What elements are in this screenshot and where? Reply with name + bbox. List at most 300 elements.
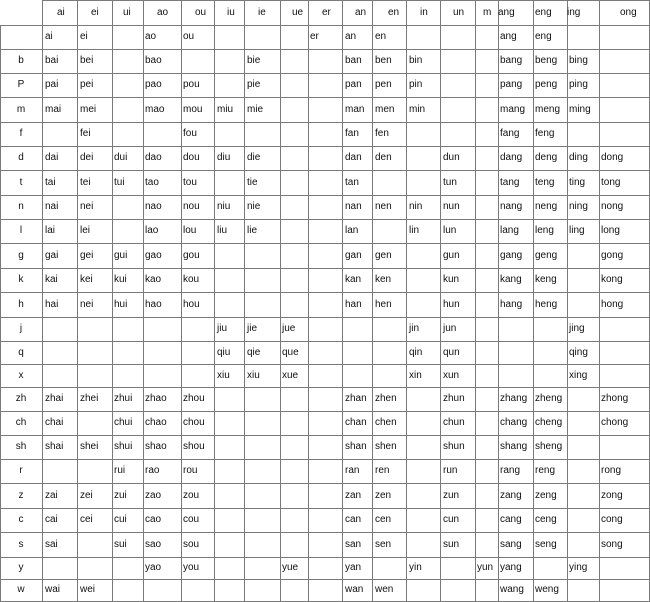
syllable-cell: en xyxy=(375,31,387,42)
syllable-cell: chen xyxy=(375,417,397,428)
syllable-cell: shei xyxy=(80,441,99,452)
syllable-cell: jue xyxy=(282,323,296,334)
syllable-cell: shao xyxy=(145,441,167,452)
grid-col-line xyxy=(342,0,343,601)
syllable-cell: kan xyxy=(345,274,362,285)
syllable-cell: bai xyxy=(45,55,59,66)
syllable-cell: zai xyxy=(45,489,58,501)
syllable-cell: pan xyxy=(345,79,362,90)
syllable-cell: dong xyxy=(601,152,624,163)
syllable-cell: nai xyxy=(45,201,59,212)
syllable-cell: pei xyxy=(80,79,94,90)
syllable-cell: ning xyxy=(569,201,588,212)
row-initial: r xyxy=(19,465,23,476)
syllable-cell: chai xyxy=(45,417,64,428)
syllable-cell: hun xyxy=(443,298,460,310)
syllable-cell: nong xyxy=(601,201,624,212)
row-initial: y xyxy=(18,562,24,573)
syllable-cell: leng xyxy=(535,225,554,236)
syllable-cell: hang xyxy=(500,298,523,310)
syllable-cell: xiu xyxy=(217,369,230,381)
syllable-cell: fang xyxy=(500,128,520,139)
syllable-cell: dai xyxy=(45,152,59,163)
syllable-cell: ao xyxy=(145,31,157,42)
syllable-cell: chun xyxy=(443,417,465,428)
grid-col-line xyxy=(112,0,113,601)
syllable-cell: ren xyxy=(375,465,390,476)
grid-row-line xyxy=(0,317,650,318)
syllable-cell: kao xyxy=(145,274,162,285)
syllable-cell: xiu xyxy=(247,369,260,381)
syllable-cell: cang xyxy=(500,514,522,525)
grid-col-line xyxy=(214,0,215,601)
syllable-cell: ying xyxy=(569,562,588,573)
syllable-cell: tan xyxy=(345,176,359,188)
syllable-cell: shou xyxy=(183,441,205,452)
syllable-cell: gong xyxy=(601,249,624,261)
syllable-cell: you xyxy=(183,562,200,573)
row-initial: b xyxy=(18,55,24,66)
syllable-cell: qun xyxy=(443,346,460,358)
grid-row-line xyxy=(0,341,650,342)
syllable-cell: reng xyxy=(535,465,556,476)
syllable-cell: kang xyxy=(500,274,522,285)
syllable-cell: rao xyxy=(145,465,160,476)
row-initial: w xyxy=(17,584,25,595)
syllable-cell: yao xyxy=(145,562,162,573)
syllable-cell: nun xyxy=(443,201,460,212)
grid-row-line xyxy=(0,97,650,98)
syllable-cell: tong xyxy=(601,176,621,188)
grid-col-line xyxy=(280,0,281,601)
syllable-cell: die xyxy=(247,152,261,163)
header-final: ui xyxy=(123,7,131,18)
syllable-cell: kui xyxy=(114,274,127,285)
row-initial: j xyxy=(19,323,23,334)
syllable-cell: nei xyxy=(80,201,94,212)
syllable-cell: heng xyxy=(535,298,558,310)
syllable-cell: diu xyxy=(217,152,231,163)
syllable-cell: han xyxy=(345,298,362,310)
grid-row-line xyxy=(0,435,650,436)
syllable-cell: pou xyxy=(183,79,200,90)
grid-row-line xyxy=(0,219,650,220)
syllable-cell: xin xyxy=(409,369,422,381)
syllable-cell: niu xyxy=(217,201,231,212)
syllable-cell: nie xyxy=(247,201,261,212)
syllable-cell: chui xyxy=(114,417,133,428)
syllable-cell: zhai xyxy=(45,393,64,404)
syllable-cell: ken xyxy=(375,274,392,285)
syllable-cell: ou xyxy=(183,31,195,42)
syllable-cell: zao xyxy=(145,489,162,501)
syllable-cell: lun xyxy=(443,225,457,236)
syllable-cell: ben xyxy=(375,55,392,66)
syllable-cell: meng xyxy=(535,103,561,115)
syllable-cell: fou xyxy=(183,128,197,139)
syllable-cell: hai xyxy=(45,298,59,310)
syllable-cell: weng xyxy=(535,584,559,595)
grid-row-line xyxy=(0,387,650,388)
syllable-cell: lei xyxy=(80,225,91,236)
syllable-cell: cun xyxy=(443,514,460,525)
syllable-cell: mao xyxy=(145,103,165,115)
syllable-cell: tei xyxy=(80,176,91,188)
syllable-cell: wai xyxy=(45,584,61,595)
syllable-cell: wan xyxy=(345,584,364,595)
syllable-cell: ban xyxy=(345,55,362,66)
row-initial: s xyxy=(18,538,24,550)
syllable-cell: run xyxy=(443,465,458,476)
syllable-cell: shang xyxy=(500,441,528,452)
syllable-cell: zhun xyxy=(443,393,465,404)
syllable-cell: cai xyxy=(45,514,58,525)
syllable-cell: lie xyxy=(247,225,258,236)
syllable-cell: dei xyxy=(80,152,94,163)
syllable-cell: men xyxy=(375,103,395,115)
syllable-cell: dou xyxy=(183,152,200,163)
grid-col-line xyxy=(475,0,476,601)
syllable-cell: pin xyxy=(409,79,423,90)
header-final: ong xyxy=(620,7,637,18)
syllable-cell: zhao xyxy=(145,393,167,404)
syllable-cell: jie xyxy=(247,323,258,334)
syllable-cell: zhei xyxy=(80,393,99,404)
syllable-cell: liu xyxy=(217,225,228,236)
syllable-cell: pen xyxy=(375,79,392,90)
syllable-cell: an xyxy=(345,31,357,42)
syllable-cell: jing xyxy=(569,323,585,334)
row-initial: x xyxy=(18,369,24,381)
grid-row-line xyxy=(0,25,650,26)
grid-row-line xyxy=(0,557,650,558)
syllable-cell: nan xyxy=(345,201,362,212)
syllable-cell: yun xyxy=(477,562,494,573)
syllable-cell: lin xyxy=(409,225,420,236)
syllable-cell: beng xyxy=(535,55,558,66)
syllable-cell: cong xyxy=(601,514,623,525)
syllable-cell: kai xyxy=(45,274,58,285)
syllable-cell: shan xyxy=(345,441,367,452)
header-final: ie xyxy=(258,7,266,18)
row-initial: c xyxy=(18,514,24,525)
syllable-cell: mai xyxy=(45,103,62,115)
syllable-cell: yin xyxy=(409,562,422,573)
syllable-cell: jiu xyxy=(217,323,228,334)
syllable-cell: dui xyxy=(114,152,128,163)
syllable-cell: hui xyxy=(114,298,128,310)
grid-row-line xyxy=(0,122,650,123)
syllable-cell: dun xyxy=(443,152,460,163)
syllable-cell: mou xyxy=(183,103,203,115)
grid-col-line xyxy=(244,0,245,601)
row-initial: t xyxy=(19,176,23,188)
syllable-cell: pao xyxy=(145,79,162,90)
header-final: ei xyxy=(91,7,99,18)
syllable-cell: sen xyxy=(375,538,392,550)
syllable-cell: zou xyxy=(183,489,200,501)
syllable-cell: kun xyxy=(443,274,460,285)
syllable-cell: gao xyxy=(145,249,162,261)
syllable-cell: cheng xyxy=(535,417,563,428)
grid-col-line xyxy=(567,0,568,601)
header-final: ing xyxy=(567,7,581,18)
syllable-cell: bei xyxy=(80,55,94,66)
syllable-cell: yan xyxy=(345,562,362,573)
row-initial: h xyxy=(18,298,24,310)
syllable-cell: hao xyxy=(145,298,162,310)
syllable-cell: zhan xyxy=(345,393,367,404)
syllable-cell: long xyxy=(601,225,620,236)
syllable-cell: zen xyxy=(375,489,392,501)
grid-row-line xyxy=(0,49,650,50)
grid-row-line xyxy=(0,579,650,580)
syllable-cell: nao xyxy=(145,201,162,212)
syllable-cell: mang xyxy=(500,103,526,115)
syllable-cell: bie xyxy=(247,55,261,66)
syllable-cell: tui xyxy=(114,176,125,188)
syllable-cell: nin xyxy=(409,201,423,212)
header-final: iu xyxy=(227,7,235,18)
syllable-cell: cui xyxy=(114,514,127,525)
syllable-cell: fan xyxy=(345,128,359,139)
syllable-cell: lao xyxy=(145,225,159,236)
syllable-cell: kong xyxy=(601,274,623,285)
syllable-cell: xue xyxy=(282,369,299,381)
syllable-cell: zheng xyxy=(535,393,563,404)
syllable-cell: tao xyxy=(145,176,159,188)
syllable-cell: song xyxy=(601,538,623,550)
syllable-cell: gou xyxy=(183,249,200,261)
syllable-cell: shui xyxy=(114,441,133,452)
syllable-cell: neng xyxy=(535,201,558,212)
syllable-cell: qiu xyxy=(217,346,231,358)
syllable-cell: chao xyxy=(145,417,167,428)
grid-col-line xyxy=(498,0,499,601)
syllable-cell: zun xyxy=(443,489,460,501)
syllable-cell: pie xyxy=(247,79,261,90)
syllable-cell: eng xyxy=(535,31,552,42)
grid-col-line xyxy=(77,0,78,601)
syllable-cell: rou xyxy=(183,465,198,476)
syllable-cell: tie xyxy=(247,176,258,188)
syllable-cell: sheng xyxy=(535,441,563,452)
syllable-cell: zei xyxy=(80,489,93,501)
syllable-cell: cen xyxy=(375,514,392,525)
syllable-cell: gen xyxy=(375,249,392,261)
syllable-cell: qing xyxy=(569,346,588,358)
syllable-cell: gai xyxy=(45,249,59,261)
syllable-cell: fen xyxy=(375,128,389,139)
grid-row-line xyxy=(0,243,650,244)
syllable-cell: gui xyxy=(114,249,128,261)
syllable-cell: den xyxy=(375,152,392,163)
grid-row-line xyxy=(0,146,650,147)
syllable-cell: shai xyxy=(45,441,64,452)
syllable-cell: gang xyxy=(500,249,523,261)
syllable-cell: zeng xyxy=(535,489,557,501)
syllable-cell: ming xyxy=(569,103,591,115)
syllable-cell: ping xyxy=(569,79,588,90)
syllable-cell: lai xyxy=(45,225,56,236)
syllable-cell: chan xyxy=(345,417,367,428)
row-initial: ch xyxy=(15,417,27,428)
syllable-cell: pai xyxy=(45,79,59,90)
grid-row-line xyxy=(0,483,650,484)
syllable-cell: sao xyxy=(145,538,162,550)
syllable-cell: zhong xyxy=(601,393,629,404)
syllable-cell: qin xyxy=(409,346,423,358)
syllable-cell: hong xyxy=(601,298,624,310)
syllable-cell: jin xyxy=(409,323,420,334)
syllable-cell: que xyxy=(282,346,299,358)
syllable-cell: zhen xyxy=(375,393,397,404)
syllable-cell: cao xyxy=(145,514,162,525)
syllable-cell: wang xyxy=(500,584,524,595)
syllable-cell: xun xyxy=(443,369,460,381)
syllable-cell: mei xyxy=(80,103,97,115)
syllable-cell: zui xyxy=(114,489,127,501)
grid-col-line xyxy=(143,0,144,601)
syllable-cell: ding xyxy=(569,152,588,163)
grid-row-line xyxy=(0,170,650,171)
header-final: ang xyxy=(498,7,515,18)
grid-col-line xyxy=(406,0,407,601)
syllable-cell: bin xyxy=(409,55,423,66)
syllable-cell: lou xyxy=(183,225,197,236)
grid-row-line xyxy=(0,459,650,460)
syllable-cell: bao xyxy=(145,55,162,66)
grid-row-line xyxy=(42,0,649,1)
syllable-cell: lan xyxy=(345,225,359,236)
syllable-cell: hen xyxy=(375,298,392,310)
syllable-cell: nei xyxy=(80,298,94,310)
syllable-cell: dang xyxy=(500,152,523,163)
syllable-cell: ran xyxy=(345,465,360,476)
syllable-cell: ai xyxy=(45,31,53,42)
grid-row-line xyxy=(0,73,650,74)
syllable-cell: ei xyxy=(80,31,88,42)
syllable-cell: man xyxy=(345,103,365,115)
syllable-cell: sui xyxy=(114,538,127,550)
syllable-cell: gan xyxy=(345,249,362,261)
syllable-cell: teng xyxy=(535,176,555,188)
syllable-cell: hou xyxy=(183,298,200,310)
header-final: ao xyxy=(157,7,169,18)
syllable-cell: seng xyxy=(535,538,557,550)
syllable-cell: ang xyxy=(500,31,517,42)
syllable-cell: tou xyxy=(183,176,197,188)
row-initial: l xyxy=(19,225,23,236)
grid-col-line xyxy=(0,25,1,601)
grid-row-line xyxy=(0,364,650,365)
row-initial: sh xyxy=(15,441,27,452)
grid-col-line xyxy=(42,0,43,601)
syllable-cell: fei xyxy=(80,128,91,139)
syllable-cell: yue xyxy=(282,562,299,573)
syllable-cell: dao xyxy=(145,152,162,163)
header-final: in xyxy=(420,7,428,18)
syllable-cell: shun xyxy=(443,441,465,452)
grid-col-line xyxy=(181,0,182,601)
row-initial: n xyxy=(18,201,24,212)
syllable-cell: dan xyxy=(345,152,362,163)
syllable-cell: cou xyxy=(183,514,200,525)
grid-row-line xyxy=(0,292,650,293)
syllable-cell: miu xyxy=(217,103,234,115)
syllable-cell: chang xyxy=(500,417,528,428)
syllable-cell: can xyxy=(345,514,362,525)
syllable-cell: pang xyxy=(500,79,523,90)
syllable-cell: bang xyxy=(500,55,523,66)
syllable-cell: sou xyxy=(183,538,200,550)
row-initial: P xyxy=(17,79,25,90)
syllable-cell: wei xyxy=(80,584,96,595)
header-final: ou xyxy=(195,7,207,18)
grid-col-line xyxy=(440,0,441,601)
syllable-cell: kou xyxy=(183,274,200,285)
syllable-cell: xing xyxy=(569,369,588,381)
syllable-cell: peng xyxy=(535,79,558,90)
header-final: ai xyxy=(57,7,65,18)
grid-row-line xyxy=(0,532,650,533)
syllable-cell: sai xyxy=(45,538,58,550)
syllable-cell: cei xyxy=(80,514,93,525)
syllable-cell: mie xyxy=(247,103,264,115)
row-initial: q xyxy=(18,346,24,358)
row-initial: z xyxy=(18,489,24,501)
syllable-cell: sang xyxy=(500,538,522,550)
syllable-cell: shen xyxy=(375,441,397,452)
syllable-cell: tai xyxy=(45,176,56,188)
syllable-cell: zhang xyxy=(500,393,528,404)
syllable-cell: gun xyxy=(443,249,460,261)
syllable-cell: ting xyxy=(569,176,586,188)
row-initial: zh xyxy=(15,393,27,404)
grid-col-line xyxy=(372,0,373,601)
row-initial: k xyxy=(18,274,24,285)
header-final: ue xyxy=(292,7,304,18)
syllable-cell: kei xyxy=(80,274,93,285)
syllable-cell: zong xyxy=(601,489,623,501)
syllable-cell: nang xyxy=(500,201,523,212)
syllable-cell: tun xyxy=(443,176,457,188)
syllable-cell: ling xyxy=(569,225,585,236)
header-final: er xyxy=(322,7,331,18)
grid-col-line xyxy=(533,0,534,601)
syllable-cell: deng xyxy=(535,152,558,163)
header-final: m xyxy=(483,7,492,18)
syllable-cell: nen xyxy=(375,201,392,212)
header-final: en xyxy=(388,7,400,18)
syllable-cell: rong xyxy=(601,465,622,476)
syllable-cell: feng xyxy=(535,128,555,139)
syllable-cell: wen xyxy=(375,584,394,595)
grid-row-line xyxy=(0,508,650,509)
syllable-cell: zan xyxy=(345,489,362,501)
header-final: un xyxy=(453,7,465,18)
syllable-cell: er xyxy=(310,31,319,42)
syllable-cell: zhou xyxy=(183,393,205,404)
header-final: eng xyxy=(535,7,552,18)
syllable-cell: keng xyxy=(535,274,557,285)
grid-row-line xyxy=(0,411,650,412)
syllable-cell: jun xyxy=(443,323,457,334)
syllable-cell: chou xyxy=(183,417,205,428)
grid-col-line xyxy=(599,0,600,601)
syllable-cell: tang xyxy=(500,176,520,188)
syllable-cell: san xyxy=(345,538,362,550)
